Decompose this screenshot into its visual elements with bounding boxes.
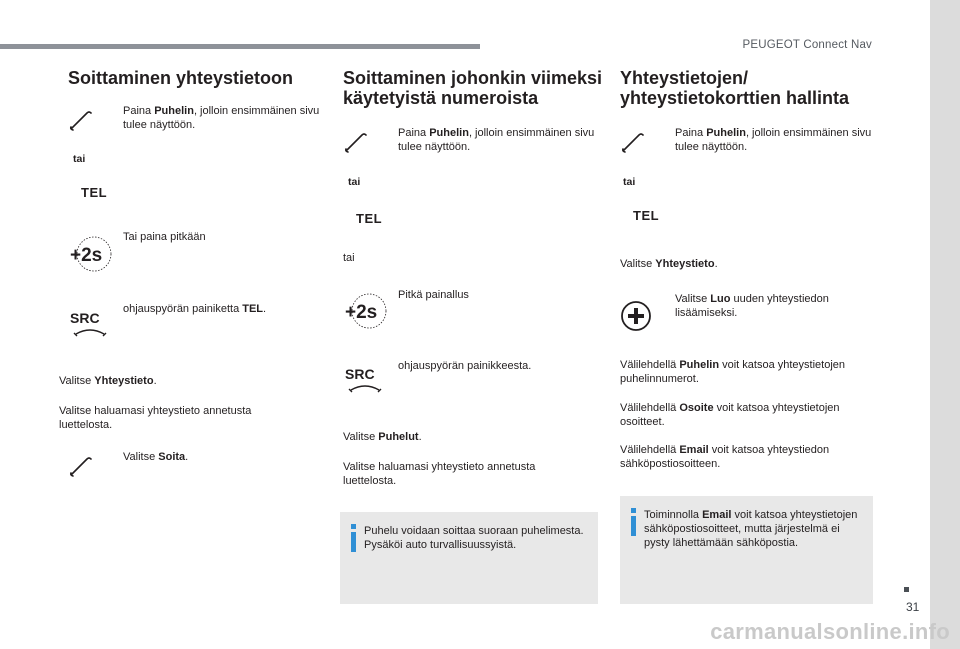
choose-contact-text: Valitse haluamasi yhteystieto annetusta luettelosta.: [343, 461, 536, 487]
info-icon: [630, 508, 638, 536]
top-rule: [0, 44, 480, 49]
tel-key-label: TEL: [356, 211, 383, 226]
create-plus-icon: [620, 300, 652, 337]
header-brand: PEUGEOT Connect Nav: [742, 39, 872, 51]
side-strip: [930, 0, 960, 649]
info-box: [340, 512, 598, 604]
section-title: Soittaminen yhteystietoon: [68, 68, 294, 88]
section-title: Yhteystietojen/ yhteystietokorttien hallinta: [620, 68, 850, 108]
tab-email-text: Välilehdellä Email voit katsoa yhteystiedon sähköpostiosoitteen.: [620, 444, 830, 470]
section-title: Soittaminen johonkin viimeksi käytetyistä numeroista: [343, 68, 603, 108]
info-box: [620, 496, 873, 604]
info-text: Toiminnolla Email voit katsoa yhteystietojen sähköpostiosoitteet, mutta järjestelmä ei pysty lähettämään sähköpostia.: [644, 509, 858, 549]
handset-icon: [68, 452, 94, 483]
press-phone-text: Paina Puhelin, jolloin ensimmäinen sivu tulee näyttöön.: [123, 105, 320, 131]
or-label: tai: [73, 153, 86, 165]
or-label: tai: [623, 176, 636, 188]
long-press-2s-icon: [343, 292, 389, 337]
or-text: tai: [343, 252, 355, 264]
long-press-text: Pitkä painallus: [398, 289, 469, 301]
select-contacts-text: Valitse Yhteystieto.: [59, 375, 157, 387]
handset-icon: [620, 128, 646, 159]
handset-icon: [343, 128, 369, 159]
svg-text:+2s: +2s: [70, 245, 103, 266]
src-button-text: ohjauspyörän painikkeesta.: [398, 360, 532, 372]
src-button-text: ohjauspyörän painiketta TEL.: [123, 303, 267, 315]
long-press-text: Tai paina pitkään: [123, 231, 206, 243]
press-phone-text: Paina Puhelin, jolloin ensimmäinen sivu tulee näyttöön.: [675, 127, 872, 153]
long-press-2s-icon: [68, 235, 114, 280]
or-label: tai: [348, 176, 361, 188]
select-call-text: Valitse Soita.: [123, 451, 189, 463]
svg-text:+2s: +2s: [345, 302, 378, 323]
src-wheel-button-icon: [343, 364, 389, 401]
create-contact-text: Valitse Luo uuden yhteystiedon lisäämiseksi.: [675, 293, 829, 319]
choose-contact-text: Valitse haluamasi yhteystieto annetusta luettelosta.: [59, 405, 252, 431]
page-number: 31: [906, 600, 920, 614]
svg-text:SRC: SRC: [345, 366, 375, 382]
src-wheel-button-icon: [68, 308, 114, 345]
select-calls-text: Valitse Puhelut.: [343, 431, 422, 443]
svg-text:SRC: SRC: [70, 310, 100, 326]
press-phone-text: Paina Puhelin, jolloin ensimmäinen sivu tulee näyttöön.: [398, 127, 595, 153]
footer-watermark: carmanualsonline.info: [710, 619, 950, 644]
page-marker: [904, 587, 909, 592]
tel-key-label: TEL: [81, 185, 108, 200]
tel-key-label: TEL: [633, 208, 660, 223]
tab-address-text: Välilehdellä Osoite voit katsoa yhteystietojen osoitteet.: [620, 402, 840, 428]
tab-phone-text: Välilehdellä Puhelin voit katsoa yhteystietojen puhelinnumerot.: [620, 359, 846, 385]
info-icon: [350, 524, 358, 552]
info-text: Puhelu voidaan soittaa suoraan puhelimesta. Pysäköi auto turvallisuussyistä.: [364, 525, 584, 551]
select-contacts-text: Valitse Yhteystieto.: [620, 258, 718, 270]
handset-icon: [68, 106, 94, 137]
